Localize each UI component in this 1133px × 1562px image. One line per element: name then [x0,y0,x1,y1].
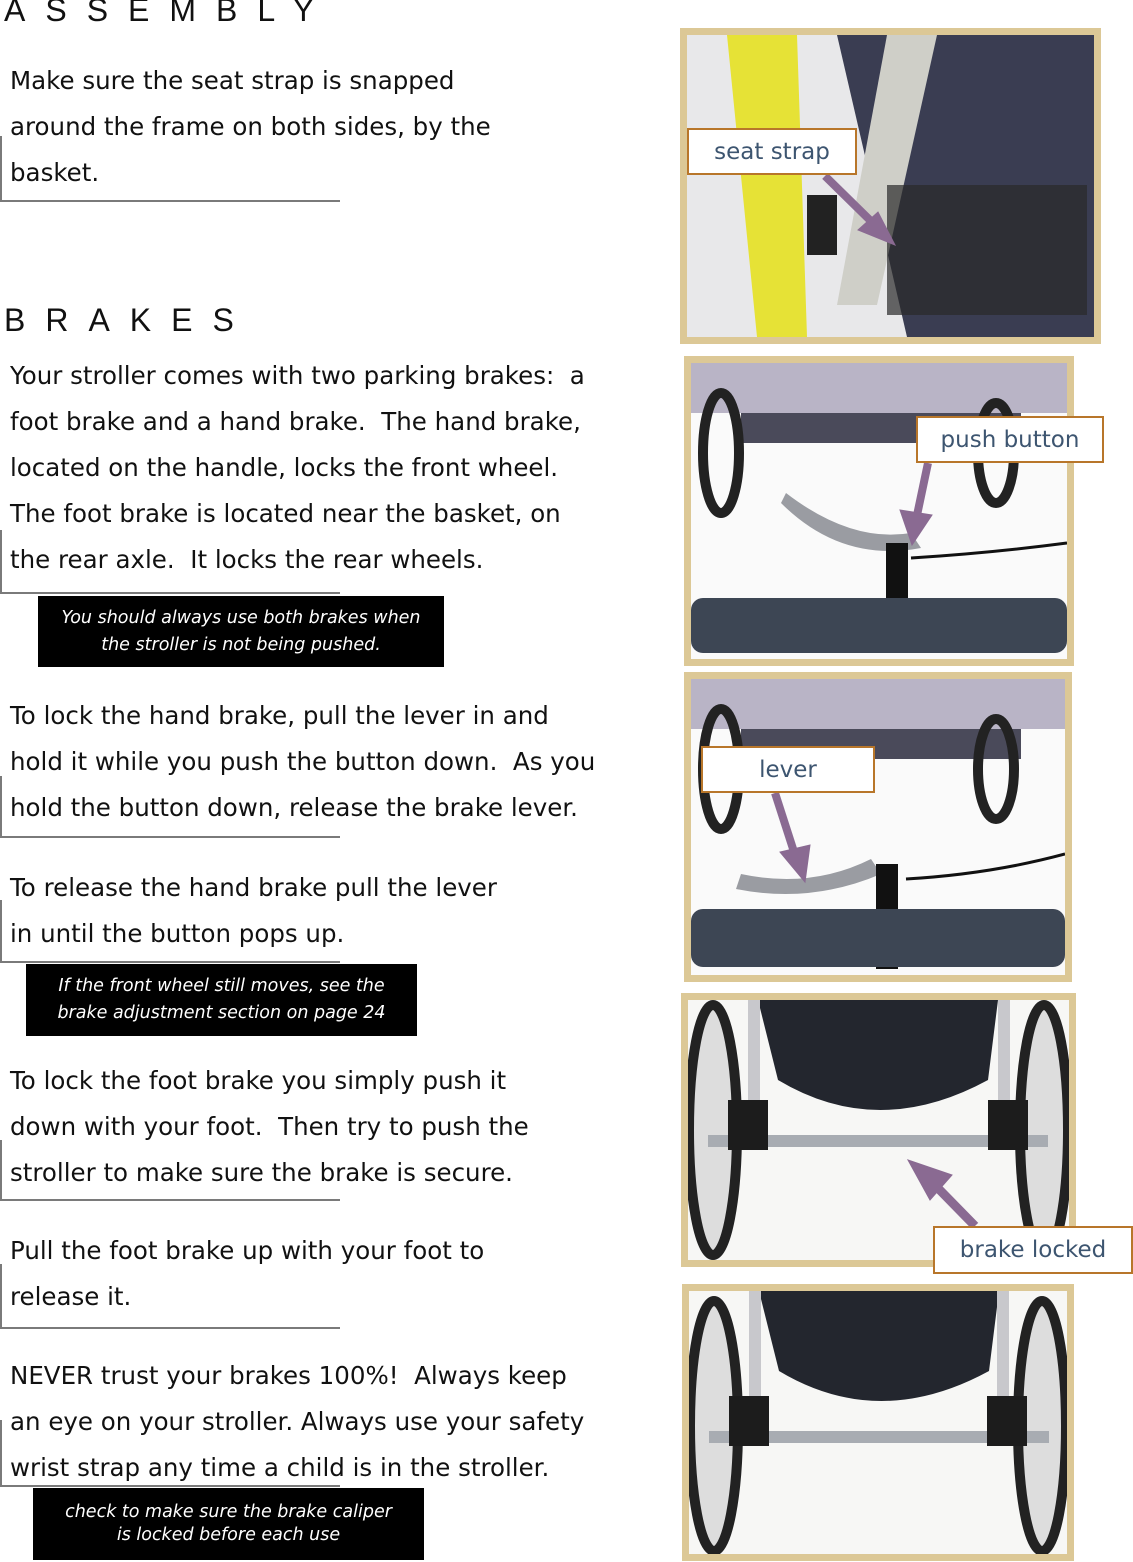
text-line: The foot brake is located near the basket, on [10,499,561,528]
note-line: brake adjustment section on page 24 [57,1003,386,1023]
note-box [38,596,444,667]
lock-foot-text [0,1058,680,1196]
text-line: wrist strap any time a child is in the stroller. [10,1453,550,1482]
text-line: hold the button down, release the brake lever. [10,793,578,822]
divider [0,1264,2,1329]
lock-hand-text [0,693,680,831]
assembly-heading: ASSEMBLY [4,0,335,28]
divider [0,136,2,202]
note-box [26,964,417,1036]
text-line: an eye on your stroller. Always use your safety [10,1407,585,1436]
push-button-photo [684,356,1074,666]
text-line: in until the button pops up. [10,919,345,948]
brake-photo [682,1284,1074,1561]
divider [0,1327,340,1329]
divider [0,200,340,202]
lever-photo [684,672,1072,982]
assembly-text [0,58,680,196]
text-line: To lock the foot brake you simply push it [10,1066,507,1095]
note-line: You should always use both brakes when [61,607,421,628]
release-hand-text [0,865,680,957]
seat-strap-label: seat strap [687,128,857,175]
note-line: the stroller is not being pushed. [101,634,381,655]
note-box [33,1488,424,1560]
text-line: Pull the foot brake up with your foot to [10,1236,485,1265]
text-line: foot brake and a hand brake. The hand brake, [10,407,581,436]
seat-strap-photo [680,28,1101,344]
brakes-intro [0,353,680,583]
note-line: check to make sure the brake caliper [65,1502,392,1522]
push-button-label: push button [916,416,1104,463]
text-line: hold it while you push the button down. As you [10,747,596,776]
divider [0,530,2,594]
divider [0,1485,340,1487]
divider [0,1140,2,1201]
text-line: stroller to make sure the brake is secure. [10,1158,513,1187]
text-line: To release the hand brake pull the lever [10,873,497,902]
warning-text [0,1353,680,1491]
note-line: If the front wheel still moves, see the [58,976,385,996]
text-line: Make sure the seat strap is snapped [10,66,455,95]
divider [0,1420,2,1486]
brakes-heading: BRAKES [4,302,254,338]
brake-locked-label: brake locked [933,1226,1133,1274]
text-line: the rear axle. It locks the rear wheels. [10,545,484,574]
divider [0,1199,340,1201]
divider [0,900,2,962]
divider [0,776,2,837]
divider [0,592,340,594]
divider [0,961,340,963]
text-line: Your stroller comes with two parking brakes: a [10,361,585,390]
release-foot-text [0,1228,680,1320]
text-line: To lock the hand brake, pull the lever in and [10,701,549,730]
text-line: basket. [10,158,100,187]
text-line: around the frame on both sides, by the [10,112,491,141]
divider [0,836,340,838]
text-line: located on the handle, locks the front wheel. [10,453,559,482]
text-line: NEVER trust your brakes 100%! Always keep [10,1361,567,1390]
note-line: is locked before each use [116,1525,341,1545]
text-line: release it. [10,1282,132,1311]
lever-label: lever [701,746,875,793]
text-line: down with your foot. Then try to push the [10,1112,529,1141]
